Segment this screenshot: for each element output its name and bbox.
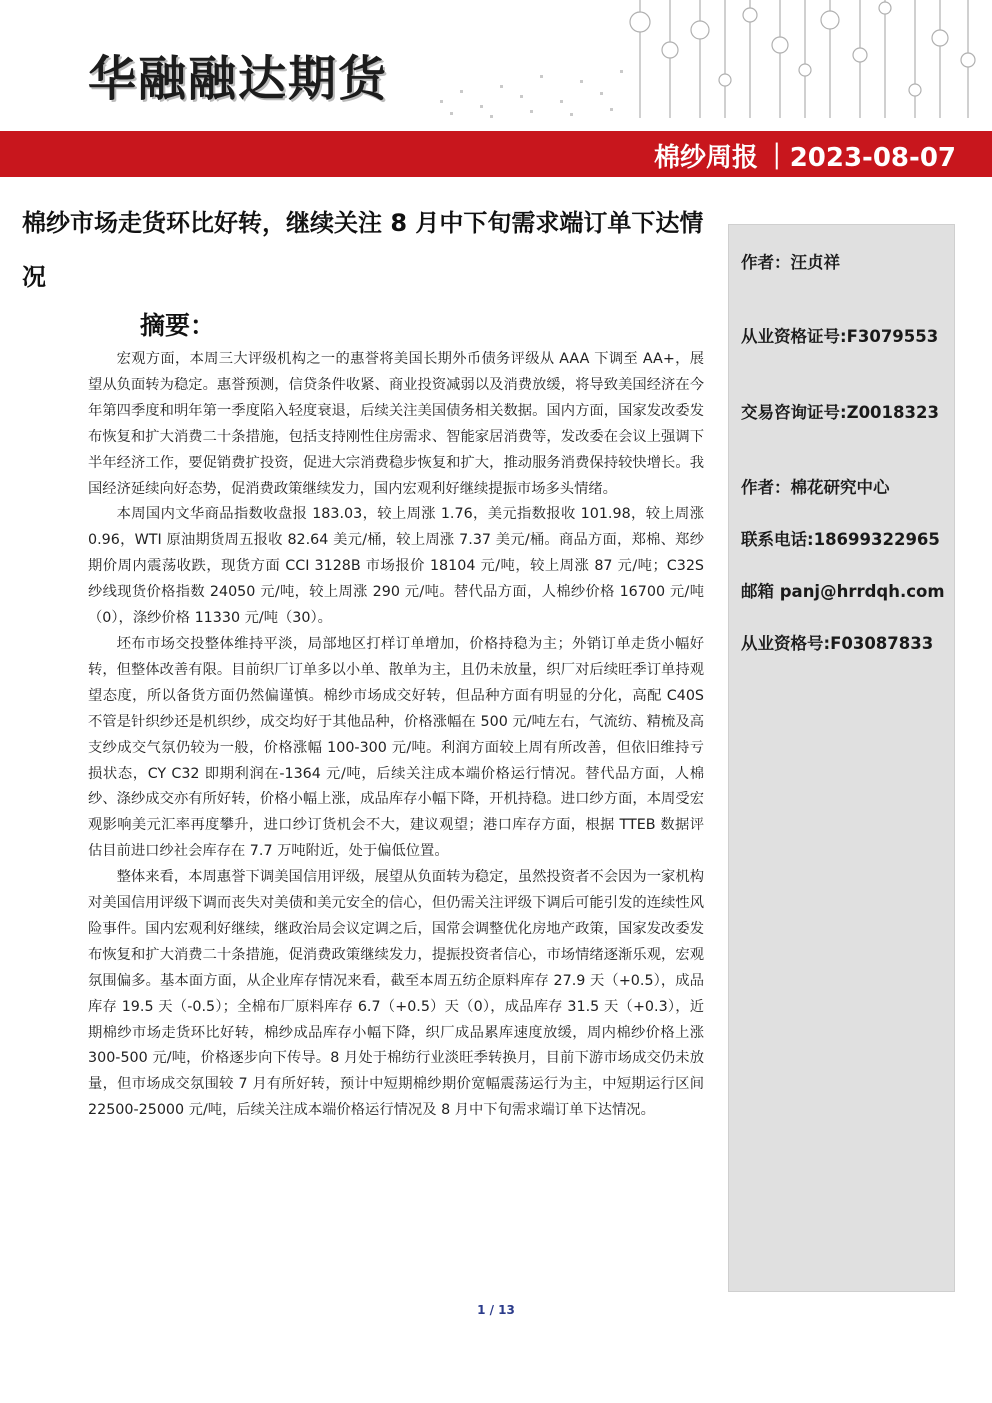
research-center-author: 作者：棉花研究中心: [741, 478, 890, 497]
consult-license-number: 交易咨询证号:Z0018323: [741, 403, 939, 422]
decorative-lines-graphic: [420, 0, 992, 131]
abstract-heading: 摘要：: [140, 311, 216, 340]
contact-email: 邮箱 panj@hrrdqh.com: [741, 582, 945, 601]
author-sidebar: [728, 224, 955, 1292]
report-title: 棉纱市场走货环比好转，继续关注 8 月中下旬需求端订单下达情况: [22, 209, 704, 291]
report-header: [0, 0, 992, 180]
paragraph-prices: 本周国内文华商品指数收盘报 183.03，较上周涨 1.76，美元指数报收 101.98，较上周涨 0.96，WTI 原油期货周五报收 82.64 美元/桶，较上周涨 7.37 美元/桶。商品方面，郑棉、郑纱期价周内震荡收跌，现货方面 CCI 3128B 市场报价 18104 元/吨，较上周涨 87 元/吨；C32S 纱线现货价格指数 24050 元/吨，较上周涨 290 元/吨。替代品方面，人棉纱价格 16700 元/吨（0），涤纱价格 11330 元/吨（30）。: [88, 506, 704, 627]
paragraph-market: 坯布市场交投整体维持平淡，局部地区打样订单增加，价格持稳为主；外销订单走货小幅好转，但整体改善有限。目前织厂订单多以小单、散单为主，且仍未放量，织厂对后续旺季订单持观望态度，所以备货方面仍然偏谨慎。棉纱市场成交好转，但品种方面有明显的分化，高配 C40S 不管是针织纱还是机织纱，成交均好于其他品种，价格涨幅在 500 元/吨左右，气流纺、精梳及高支纱成交气氛仍较为一般，价格涨幅 100-300 元/吨。利润方面较上周有所改善，但依旧维持亏损状态，CY C32 即期利润在-1364 元/吨，后续关注成本端价格运行情况。替代品方面，人棉纱、涤纱成交亦有所好转，价格小幅上涨，成品库存小幅下降，开机持稳。进口纱方面，本周受宏观影响美元汇率再度攀升，进口纱订货机会不大，建议观望；港口库存方面，根据 TTEB 数据评估目前进口纱社会库存在 7.7 万吨附近，处于偏低位置。: [88, 635, 704, 860]
page-number: 1 / 13: [477, 1303, 515, 1317]
abstract-body: [88, 347, 704, 1124]
contact-phone: 联系电话:18699322965: [741, 530, 940, 549]
report-date: ｜2023-08-07: [763, 143, 956, 173]
paragraph-summary: 整体来看，本周惠誉下调美国信用评级，展望从负面转为稳定，虽然投资者不会因为一家机构对美国信用评级下调而丧失对美债和美元安全的信心，但仍需关注评级下调后可能引发的连续性风险事件。国内宏观利好继续，继政治局会议定调之后，国常会调整优化房地产政策，国家发改委发布恢复和扩大消费二十条措施，促消费政策继续发力，提振投资者信心，市场情绪逐渐乐观，宏观氛围偏多。基本面方面，从企业库存情况来看，截至本周五纺企原料库存 27.9 天（+0.5），成品库存 19.5 天（-0.5）；全棉布厂原料库存 6.7（+0.5）天（0），成品库存 31.5 天（+0.3），近期棉纱市场走货环比好转，棉纱成品库存小幅下降，织厂成品累库速度放缓，周内棉纱价格上涨 300-500 元/吨，价格逐步向下传导。8 月处于棉纺行业淡旺季转换月，目前下游市场成交仍未放量，但市场成交氛围较 7 月有所好转，预计中短期棉纱期价宽幅震荡运行为主，中短期运行区间 22500-25000 元/吨，后续关注成本端价格运行情况及 8 月中下旬需求端订单下达情况。: [88, 869, 704, 1119]
qualification-number: 从业资格号:F03087833: [741, 634, 934, 653]
license-number: 从业资格证号:F3079553: [741, 327, 939, 346]
company-logo: 华融融达期货: [88, 51, 389, 107]
author-name: 作者：汪贞祥: [741, 253, 840, 272]
paragraph-macro: 宏观方面，本周三大评级机构之一的惠誉将美国长期外币债务评级从 AAA 下调至 AA+，展望从负面转为稳定。惠誉预测，信贷条件收紧、商业投资减弱以及消费放缓，将导致美国经济在今年第四季度和明年第一季度陷入轻度衰退，后续关注美国债务相关数据。国内方面，国家发改委发布恢复和扩大消费二十条措施，包括支持刚性住房需求、智能家居消费等，发改委在会议上强调下半年经济工作，要促销费扩投资，促进大宗消费稳步恢复和扩大，推动服务消费保持较快增长。我国经济延续向好态势，促消费政策继续发力，国内宏观利好继续提振市场多头情绪。: [88, 351, 704, 497]
report-type: 棉纱周报: [653, 143, 758, 173]
